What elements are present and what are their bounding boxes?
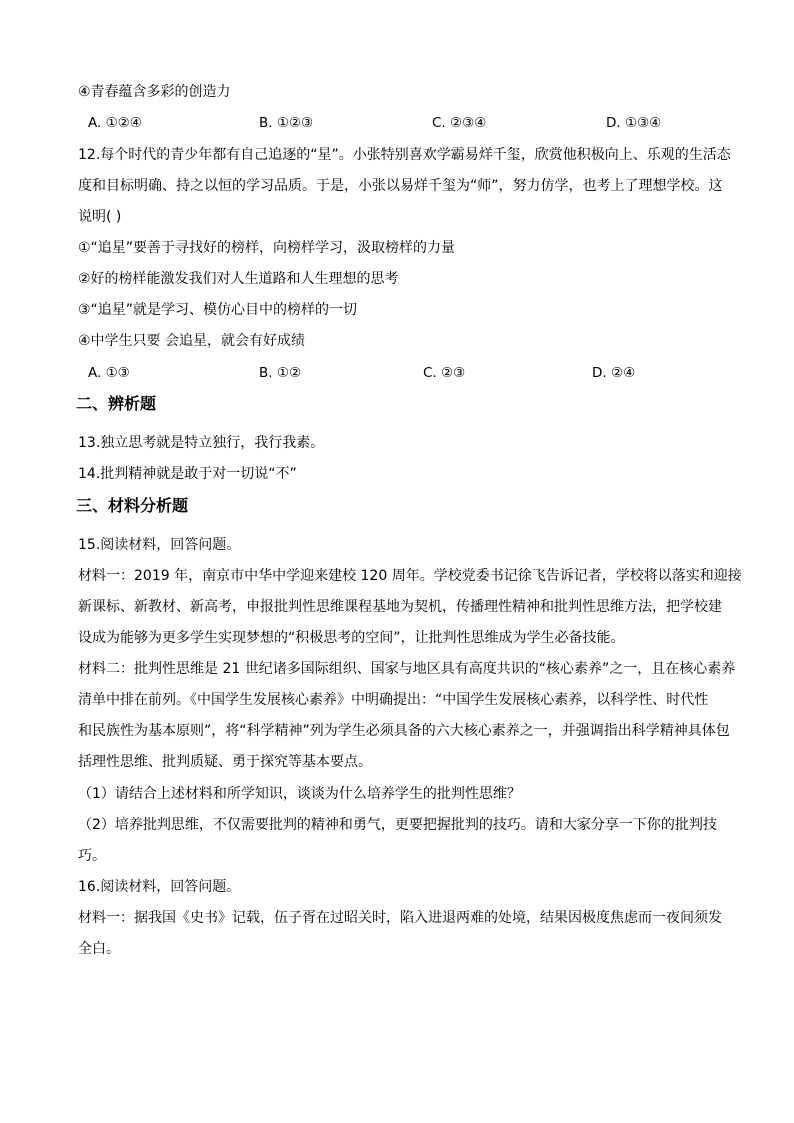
q12-item-2: ②好的榜样能激发我们对人生道路和人生理想的思考: [78, 271, 399, 287]
q11-option-b: B. ①②③: [259, 115, 314, 131]
q12-option-b: B. ①②: [259, 365, 302, 381]
q12-option-d: D. ②④: [592, 365, 636, 381]
q15-material-1-line-3: 设成为能够为更多学生实现梦想的“积极思考的空间”，让批判性思维成为学生必备技能。: [78, 630, 625, 646]
q15-material-2-line-2: 清单中排在前列。《中国学生发展核心素养》中明确提出：“中国学生发展核心素养，以科学性、时代性: [78, 692, 709, 708]
q12-stem-line-3: 说明( ): [78, 209, 122, 225]
q15-subquestion-1: （1）请结合上述材料和所学知识，谈谈为什么培养学生的批判性思维？: [78, 786, 521, 802]
q15-material-1-line-2: 新课标、新教材、新高考，申报批判性思维课程基地为契机，传播理性精神和批判性思维方法，把学校建: [78, 599, 722, 615]
q12-option-c: C. ②③: [423, 365, 466, 381]
q15-material-2-line-1: 材料二：批判性思维是 21 世纪诸多国际组织、国家与地区具有高度共识的“核心素养”之一，且在核心素养: [78, 661, 736, 677]
q12-option-a: A. ①③: [88, 365, 130, 381]
q15-material-2-line-3: 和民族性为基本原则”，将“科学精神”列为学生必须具备的六大核心素养之一，并强调指出科学精神具体包: [78, 723, 730, 739]
section-3-heading: 三、材料分析题: [76, 496, 189, 515]
q15-material-1-line-1: 材料一：2019 年，南京市中华中学迎来建校 120 周年。学校党委书记徐飞告诉记者，学校将以落实和迎接: [78, 568, 742, 584]
q12-item-1: ①“追星”要善于寻找好的榜样，向榜样学习，汲取榜样的力量: [78, 240, 456, 256]
q16-material-1-line-2: 全白。: [78, 941, 120, 957]
section-2-heading: 二、辨析题: [76, 394, 157, 413]
q12-stem-line-2: 度和目标明确、持之以恒的学习品质。于是，小张以易烊千玺为“师”，努力仿学，也考上了理想学校。这: [78, 178, 723, 194]
q11-option-d: D. ①③④: [606, 115, 662, 131]
q15-subquestion-2-line-2: 巧。: [78, 848, 106, 864]
q11-item-4: ④青春蕴含多彩的创造力: [78, 84, 231, 100]
q16-material-1-line-1: 材料一：据我国《史书》记载，伍子胥在过昭关时，陷入进退两难的处境，结果因极度焦虑而一夜间须发: [78, 910, 722, 926]
q11-option-c: C. ②③④: [432, 115, 487, 131]
q15-intro: 15.阅读材料，回答问题。: [78, 537, 241, 553]
q12-stem-line-1: 12.每个时代的青少年都有自己追逐的“星”。小张特别喜欢学霸易烊千玺，欣赏他积极向上、乐观的生活态: [78, 147, 731, 163]
q15-subquestion-2-line-1: （2）培养批判思维，不仅需要批判的精神和勇气，更要把握批判的技巧。请和大家分享一下你的批判技: [78, 817, 717, 833]
q12-item-3: ③“追星”就是学习、模仿心目中的榜样的一切: [78, 302, 358, 318]
q15-material-2-line-4: 括理性思维、批判质疑、勇于探究等基本要点。: [78, 754, 372, 770]
q14-text: 14.批判精神就是敢于对一切说“不”: [78, 466, 297, 482]
q13-text: 13.独立思考就是特立独行，我行我素。: [78, 435, 325, 451]
q11-option-a: A. ①②④: [88, 115, 142, 131]
q16-intro: 16.阅读材料，回答问题。: [78, 879, 241, 895]
q12-item-4: ④中学生只要 会追星，就会有好成绩: [78, 333, 306, 349]
